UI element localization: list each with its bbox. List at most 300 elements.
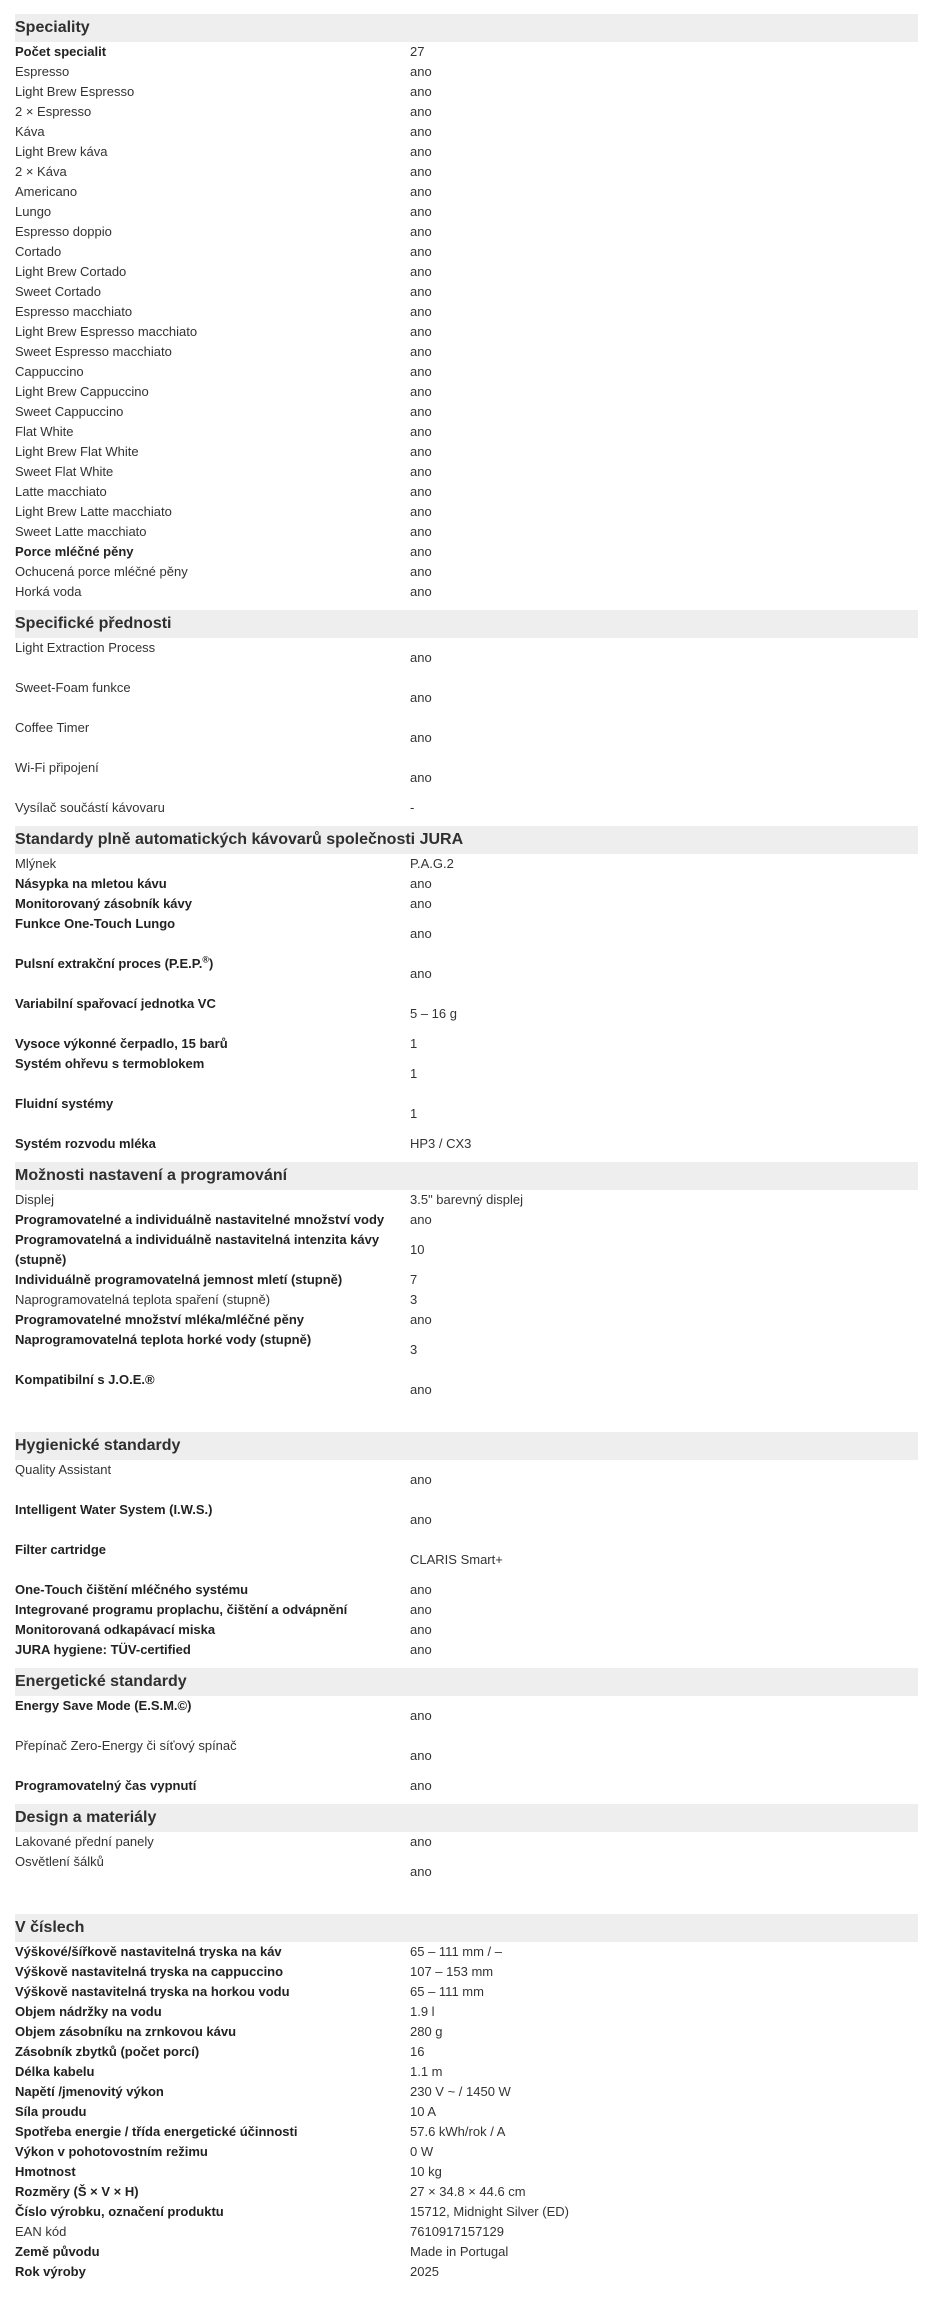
spec-value: ano xyxy=(410,1642,432,1657)
spec-label xyxy=(15,402,410,422)
spec-label-text: Cappuccino xyxy=(15,364,84,379)
spec-value: 10 A xyxy=(410,2104,437,2119)
spec-value: ano xyxy=(410,424,432,439)
spec-row xyxy=(15,758,918,798)
spec-row xyxy=(15,1230,918,1270)
spec-label-text: Sweet Espresso macchiato xyxy=(15,344,172,359)
spec-value: ano xyxy=(410,364,432,379)
spec-label xyxy=(15,582,410,602)
spec-label-text: Osvětlení šálků xyxy=(15,1854,104,1869)
spec-row xyxy=(15,638,918,678)
spec-label-text: Latte macchiato xyxy=(15,484,107,499)
spec-value: 3 xyxy=(410,1292,418,1307)
spec-section xyxy=(15,14,918,602)
spec-row xyxy=(15,582,918,602)
spec-row xyxy=(15,1580,918,1600)
spec-label-text: Lungo xyxy=(15,204,52,219)
spec-label xyxy=(15,2202,410,2222)
spec-label xyxy=(15,302,410,322)
spec-value: ano xyxy=(410,730,432,745)
spec-value: ano xyxy=(410,770,432,785)
spec-label-text: Sweet Flat White xyxy=(15,464,114,479)
spec-label xyxy=(15,242,410,262)
spec-row xyxy=(15,1540,918,1580)
spec-label-text: Quality Assistant xyxy=(15,1462,112,1477)
spec-label-text: Monitorovaná odkapávací miska xyxy=(15,1622,216,1637)
spec-row xyxy=(15,1640,918,1660)
spec-label-text: Pulsní extrakční proces (P.E.P. xyxy=(15,956,203,971)
spec-label-text: Země původu xyxy=(15,2244,100,2259)
spec-label xyxy=(15,2022,410,2042)
spec-row xyxy=(15,542,918,562)
spec-label-text: Individuálně programovatelná jemnost mletí (stupně) xyxy=(15,1272,343,1287)
spec-row xyxy=(15,914,918,954)
spec-value: ano xyxy=(410,1472,432,1487)
spec-value: 1 xyxy=(410,1036,418,1051)
spec-row xyxy=(15,1210,918,1230)
spec-label xyxy=(15,1962,410,1982)
spec-label xyxy=(15,2242,410,2262)
spec-label-text: Naprogramovatelná teplota spaření (stupně) xyxy=(15,1292,271,1307)
spec-label-text: Fluidní systémy xyxy=(15,1096,114,1111)
spec-label-text: Výškové/šířkově nastavitelná tryska na káv xyxy=(15,1944,282,1959)
spec-label xyxy=(15,2182,410,2202)
spec-row xyxy=(15,502,918,522)
spec-label-text: Systém rozvodu mléka xyxy=(15,1136,156,1151)
spec-value: ano xyxy=(410,876,432,891)
spec-row xyxy=(15,798,918,818)
section-heading: Standardy plně automatických kávovarů společnosti JURA xyxy=(15,826,918,854)
spec-value: ano xyxy=(410,544,432,559)
spec-row xyxy=(15,182,918,202)
spec-label-text: Ochucená porce mléčné pěny xyxy=(15,564,188,579)
spec-label xyxy=(15,122,410,142)
spec-label-text: Mlýnek xyxy=(15,856,57,871)
spec-row xyxy=(15,1620,918,1640)
spec-value: ano xyxy=(410,204,432,219)
spec-value: ano xyxy=(410,1582,432,1597)
spec-label-text: Vysílač součástí kávovaru xyxy=(15,800,165,815)
spec-row xyxy=(15,82,918,102)
spec-label-text: One-Touch čištění mléčného systému xyxy=(15,1582,249,1597)
spec-row xyxy=(15,894,918,914)
spec-row xyxy=(15,522,918,542)
spec-row xyxy=(15,2082,918,2102)
spec-row xyxy=(15,562,918,582)
spec-row xyxy=(15,2062,918,2082)
spec-label xyxy=(15,1942,410,1962)
spec-label xyxy=(15,758,410,778)
spec-row xyxy=(15,302,918,322)
spec-row xyxy=(15,1054,918,1094)
spec-label xyxy=(15,102,410,122)
spec-row xyxy=(15,1290,918,1310)
spec-row xyxy=(15,122,918,142)
spec-value: 15712, Midnight Silver (ED) xyxy=(410,2204,569,2219)
spec-value: ano xyxy=(410,1778,432,1793)
spec-label xyxy=(15,502,410,522)
spec-label-text: Filter cartridge xyxy=(15,1542,107,1557)
spec-label xyxy=(15,262,410,282)
spec-label xyxy=(15,2222,410,2242)
spec-label-text: Displej xyxy=(15,1192,55,1207)
spec-label-text: Hmotnost xyxy=(15,2164,76,2179)
spec-label xyxy=(15,202,410,222)
spec-value: 57.6 kWh/rok / A xyxy=(410,2124,506,2139)
spec-label xyxy=(15,2102,410,2122)
spec-value: ano xyxy=(410,1708,432,1723)
spec-value: Made in Portugal xyxy=(410,2244,509,2259)
spec-label xyxy=(15,1190,410,1210)
spec-label-text: Rok výroby xyxy=(15,2264,86,2279)
spec-label xyxy=(15,142,410,162)
spec-label-text: Energy Save Mode (E.S.M.©) xyxy=(15,1698,192,1713)
spec-label xyxy=(15,1696,410,1716)
spec-label xyxy=(15,2262,410,2282)
spec-value: 3.5" barevný displej xyxy=(410,1192,524,1207)
spec-label xyxy=(15,1500,410,1520)
spec-row xyxy=(15,2222,918,2242)
spec-row xyxy=(15,2122,918,2142)
spec-row xyxy=(15,142,918,162)
spec-value: ano xyxy=(410,104,432,119)
spec-label xyxy=(15,1832,410,1852)
spec-label xyxy=(15,282,410,302)
spec-value: 7 xyxy=(410,1272,418,1287)
spec-label-text: EAN kód xyxy=(15,2224,67,2239)
spec-row xyxy=(15,1310,918,1330)
spec-label-text: Wi-Fi připojení xyxy=(15,760,99,775)
spec-label xyxy=(15,82,410,102)
spec-value: ano xyxy=(410,184,432,199)
spec-label-text: Sweet Cortado xyxy=(15,284,101,299)
spec-value: ano xyxy=(410,284,432,299)
spec-label-text: Sweet-Foam funkce xyxy=(15,680,131,695)
section-heading: Speciality xyxy=(15,14,918,42)
spec-value: ano xyxy=(410,1748,432,1763)
spec-row xyxy=(15,442,918,462)
spec-value: 1.1 m xyxy=(410,2064,443,2079)
spec-value: ano xyxy=(410,1834,432,1849)
spec-value: ano xyxy=(410,124,432,139)
spec-label xyxy=(15,1736,410,1756)
spec-label-text: Light Brew káva xyxy=(15,144,108,159)
spec-label-text: Flat White xyxy=(15,424,74,439)
spec-row xyxy=(15,854,918,874)
spec-label-text: Horká voda xyxy=(15,584,82,599)
spec-value: ano xyxy=(410,484,432,499)
spec-label xyxy=(15,854,410,874)
spec-section xyxy=(15,1162,918,1410)
spec-label xyxy=(15,894,410,914)
spec-row xyxy=(15,1696,918,1736)
spec-label-text: Integrované programu proplachu, čištění a odvápnění xyxy=(15,1602,348,1617)
spec-label xyxy=(15,1054,410,1074)
spec-label-text: Monitorovaný zásobník kávy xyxy=(15,896,192,911)
spec-row xyxy=(15,322,918,342)
spec-label-text: Sweet Latte macchiato xyxy=(15,524,147,539)
spec-value: ano xyxy=(410,404,432,419)
spec-row xyxy=(15,162,918,182)
section-heading: Energetické standardy xyxy=(15,1668,918,1696)
spec-value: ano xyxy=(410,926,432,941)
spec-label-text: Výškově nastavitelná tryska na horkou vodu xyxy=(15,1984,290,1999)
spec-section xyxy=(15,610,918,818)
spec-row xyxy=(15,1500,918,1540)
spec-label-text: Porce mléčné pěny xyxy=(15,544,134,559)
spec-row xyxy=(15,202,918,222)
spec-row xyxy=(15,2242,918,2262)
spec-value: ano xyxy=(410,444,432,459)
spec-label xyxy=(15,1290,410,1310)
spec-label xyxy=(15,678,410,698)
spec-label xyxy=(15,1310,410,1330)
spec-section xyxy=(15,1432,918,1660)
spec-row xyxy=(15,102,918,122)
spec-row xyxy=(15,2162,918,2182)
spec-row xyxy=(15,874,918,894)
spec-row xyxy=(15,2042,918,2062)
spec-value: ano xyxy=(410,64,432,79)
spec-label-text: Cortado xyxy=(15,244,62,259)
spec-value: ano xyxy=(410,244,432,259)
spec-value: ano xyxy=(410,464,432,479)
spec-label-text: Light Brew Cortado xyxy=(15,264,127,279)
spec-label xyxy=(15,342,410,362)
spec-label xyxy=(15,954,410,974)
spec-value: 1 xyxy=(410,1106,418,1121)
spec-label xyxy=(15,1540,410,1560)
spec-label xyxy=(15,2122,410,2142)
spec-label xyxy=(15,1640,410,1660)
spec-value: ano xyxy=(410,524,432,539)
spec-section xyxy=(15,1804,918,1892)
spec-label xyxy=(15,562,410,582)
spec-value: ano xyxy=(410,264,432,279)
spec-row xyxy=(15,42,918,62)
spec-row xyxy=(15,2022,918,2042)
spec-row xyxy=(15,1852,918,1892)
spec-label-text: Programovatelné a individuálně nastavitelné množství vody xyxy=(15,1212,385,1227)
spec-row xyxy=(15,994,918,1034)
spec-label-text: Objem zásobníku na zrnkovou kávu xyxy=(15,2024,237,2039)
spec-value: ano xyxy=(410,324,432,339)
spec-row xyxy=(15,1270,918,1290)
spec-label-text: Light Extraction Process xyxy=(15,640,156,655)
spec-label-text: Light Brew Cappuccino xyxy=(15,384,149,399)
spec-label-text: 2 × Káva xyxy=(15,164,67,179)
spec-value: 230 V ~ / 1450 W xyxy=(410,2084,511,2099)
section-heading: V číslech xyxy=(15,1914,918,1942)
spec-value: 1 xyxy=(410,1066,418,1081)
spec-label xyxy=(15,1776,410,1796)
spec-row xyxy=(15,1460,918,1500)
spec-value: 65 – 111 mm / – xyxy=(410,1944,503,1959)
spec-label-text: Výkon v pohotovostním režimu xyxy=(15,2144,208,2159)
spec-value: ano xyxy=(410,384,432,399)
spec-label-text: Funkce One-Touch Lungo xyxy=(15,916,176,931)
spec-value: ano xyxy=(410,344,432,359)
spec-label xyxy=(15,638,410,658)
spec-label xyxy=(15,1600,410,1620)
spec-row xyxy=(15,422,918,442)
spec-label xyxy=(15,1210,410,1230)
spec-row xyxy=(15,1982,918,2002)
spec-label-text: Síla proudu xyxy=(15,2104,87,2119)
spec-label-text: Násypka na mletou kávu xyxy=(15,876,167,891)
spec-row xyxy=(15,2102,918,2122)
spec-label xyxy=(15,1034,410,1054)
spec-section xyxy=(15,826,918,1154)
spec-label-text: 2 × Espresso xyxy=(15,104,92,119)
spec-label-text: Espresso macchiato xyxy=(15,304,133,319)
spec-label xyxy=(15,1094,410,1114)
spec-row xyxy=(15,1034,918,1054)
spec-label-suffix: ) xyxy=(209,956,214,971)
spec-label-text: Programovatelné množství mléka/mléčné pěny xyxy=(15,1312,304,1327)
spec-label xyxy=(15,1852,410,1872)
spec-label xyxy=(15,1580,410,1600)
spec-label-text: Kompatibilní s J.O.E.® xyxy=(15,1372,155,1387)
spec-label-text: Káva xyxy=(15,124,45,139)
spec-row xyxy=(15,678,918,718)
spec-label-text: Spotřeba energie / třída energetické účinnosti xyxy=(15,2124,298,2139)
spec-label xyxy=(15,1620,410,1640)
spec-row xyxy=(15,1600,918,1620)
spec-label xyxy=(15,1460,410,1480)
spec-row xyxy=(15,1190,918,1210)
spec-row xyxy=(15,402,918,422)
spec-row xyxy=(15,62,918,82)
spec-label-text: Lakované přední panely xyxy=(15,1834,154,1849)
spec-value: ano xyxy=(410,1212,432,1227)
spec-value: ano xyxy=(410,164,432,179)
spec-row xyxy=(15,1370,918,1410)
spec-label-text: Délka kabelu xyxy=(15,2064,95,2079)
spec-value: 27 xyxy=(410,44,425,59)
spec-value: 1.9 l xyxy=(410,2004,435,2019)
spec-label-text: Vysoce výkonné čerpadlo, 15 barů xyxy=(15,1036,228,1051)
spec-value: ano xyxy=(410,690,432,705)
spec-value: P.A.G.2 xyxy=(410,856,454,871)
spec-label xyxy=(15,2002,410,2022)
spec-row xyxy=(15,1736,918,1776)
spec-label-text: Light Brew Flat White xyxy=(15,444,139,459)
spec-label xyxy=(15,362,410,382)
spec-label-text: Coffee Timer xyxy=(15,720,90,735)
spec-row xyxy=(15,718,918,758)
spec-value: ano xyxy=(410,1512,432,1527)
spec-value: ano xyxy=(410,1864,432,1879)
spec-label xyxy=(15,1270,410,1290)
spec-value: ano xyxy=(410,966,432,981)
spec-value: 10 kg xyxy=(410,2164,442,2179)
spec-value: 5 – 16 g xyxy=(410,1006,457,1021)
spec-label xyxy=(15,1982,410,2002)
spec-label xyxy=(15,62,410,82)
spec-row xyxy=(15,222,918,242)
spec-label-text: Zásobník zbytků (počet porcí) xyxy=(15,2044,200,2059)
spec-value: 7610917157129 xyxy=(410,2224,504,2239)
spec-label-text: Espresso xyxy=(15,64,70,79)
spec-label xyxy=(15,914,410,934)
spec-label xyxy=(15,1230,410,1270)
spec-value: 280 g xyxy=(410,2024,443,2039)
spec-label-text: Objem nádržky na vodu xyxy=(15,2004,162,2019)
spec-row xyxy=(15,242,918,262)
spec-label xyxy=(15,182,410,202)
spec-section xyxy=(15,1914,918,2282)
spec-value: ano xyxy=(410,84,432,99)
spec-label xyxy=(15,2062,410,2082)
spec-label-text: Rozměry (Š × V × H) xyxy=(15,2184,139,2199)
spec-value: 16 xyxy=(410,2044,425,2059)
spec-label-text: Light Brew Espresso xyxy=(15,84,135,99)
spec-value: 27 × 34.8 × 44.6 cm xyxy=(410,2184,526,2199)
spec-value: ano xyxy=(410,1382,432,1397)
spec-row xyxy=(15,1094,918,1134)
spec-row xyxy=(15,1962,918,1982)
spec-value: - xyxy=(410,800,415,815)
spec-label xyxy=(15,994,410,1014)
section-heading: Specifické přednosti xyxy=(15,610,918,638)
spec-row xyxy=(15,1832,918,1852)
section-heading: Design a materiály xyxy=(15,1804,918,1832)
spec-label xyxy=(15,382,410,402)
spec-value: 107 – 153 mm xyxy=(410,1964,494,1979)
spec-label xyxy=(15,874,410,894)
registered-mark: ® xyxy=(202,954,210,965)
spec-label-text: Sweet Cappuccino xyxy=(15,404,124,419)
spec-value: HP3 / CX3 xyxy=(410,1136,472,1151)
spec-value: 0 W xyxy=(410,2144,434,2159)
spec-label-text: Výškově nastavitelná tryska na cappuccino xyxy=(15,1964,284,1979)
spec-label xyxy=(15,322,410,342)
spec-label xyxy=(15,718,410,738)
spec-label-text: Programovatelná a individuálně nastavitelná intenzita kávy (stupně) xyxy=(15,1232,380,1267)
spec-value: CLARIS Smart+ xyxy=(410,1552,503,1567)
spec-label xyxy=(15,1330,410,1350)
spec-label xyxy=(15,222,410,242)
spec-value: ano xyxy=(410,896,432,911)
spec-row xyxy=(15,282,918,302)
spec-label-text: Programovatelný čas vypnutí xyxy=(15,1778,197,1793)
spec-value: ano xyxy=(410,564,432,579)
spec-label-text: Espresso doppio xyxy=(15,224,112,239)
spec-row xyxy=(15,2002,918,2022)
spec-row xyxy=(15,2262,918,2282)
spec-label xyxy=(15,2082,410,2102)
spec-row xyxy=(15,462,918,482)
spec-label xyxy=(15,1134,410,1154)
spec-row xyxy=(15,1330,918,1370)
spec-label xyxy=(15,798,410,818)
spec-label xyxy=(15,522,410,542)
spec-row xyxy=(15,954,918,994)
spec-label-text: Naprogramovatelná teplota horké vody (stupně) xyxy=(15,1332,312,1347)
spec-label xyxy=(15,442,410,462)
spec-label xyxy=(15,482,410,502)
spec-value: 3 xyxy=(410,1342,418,1357)
spec-label xyxy=(15,2162,410,2182)
spec-value: ano xyxy=(410,224,432,239)
spec-label xyxy=(15,2142,410,2162)
spec-value: ano xyxy=(410,144,432,159)
spec-label-text: Americano xyxy=(15,184,78,199)
spec-row xyxy=(15,1134,918,1154)
spec-label-text: Light Brew Espresso macchiato xyxy=(15,324,198,339)
spec-label-text: Light Brew Latte macchiato xyxy=(15,504,172,519)
